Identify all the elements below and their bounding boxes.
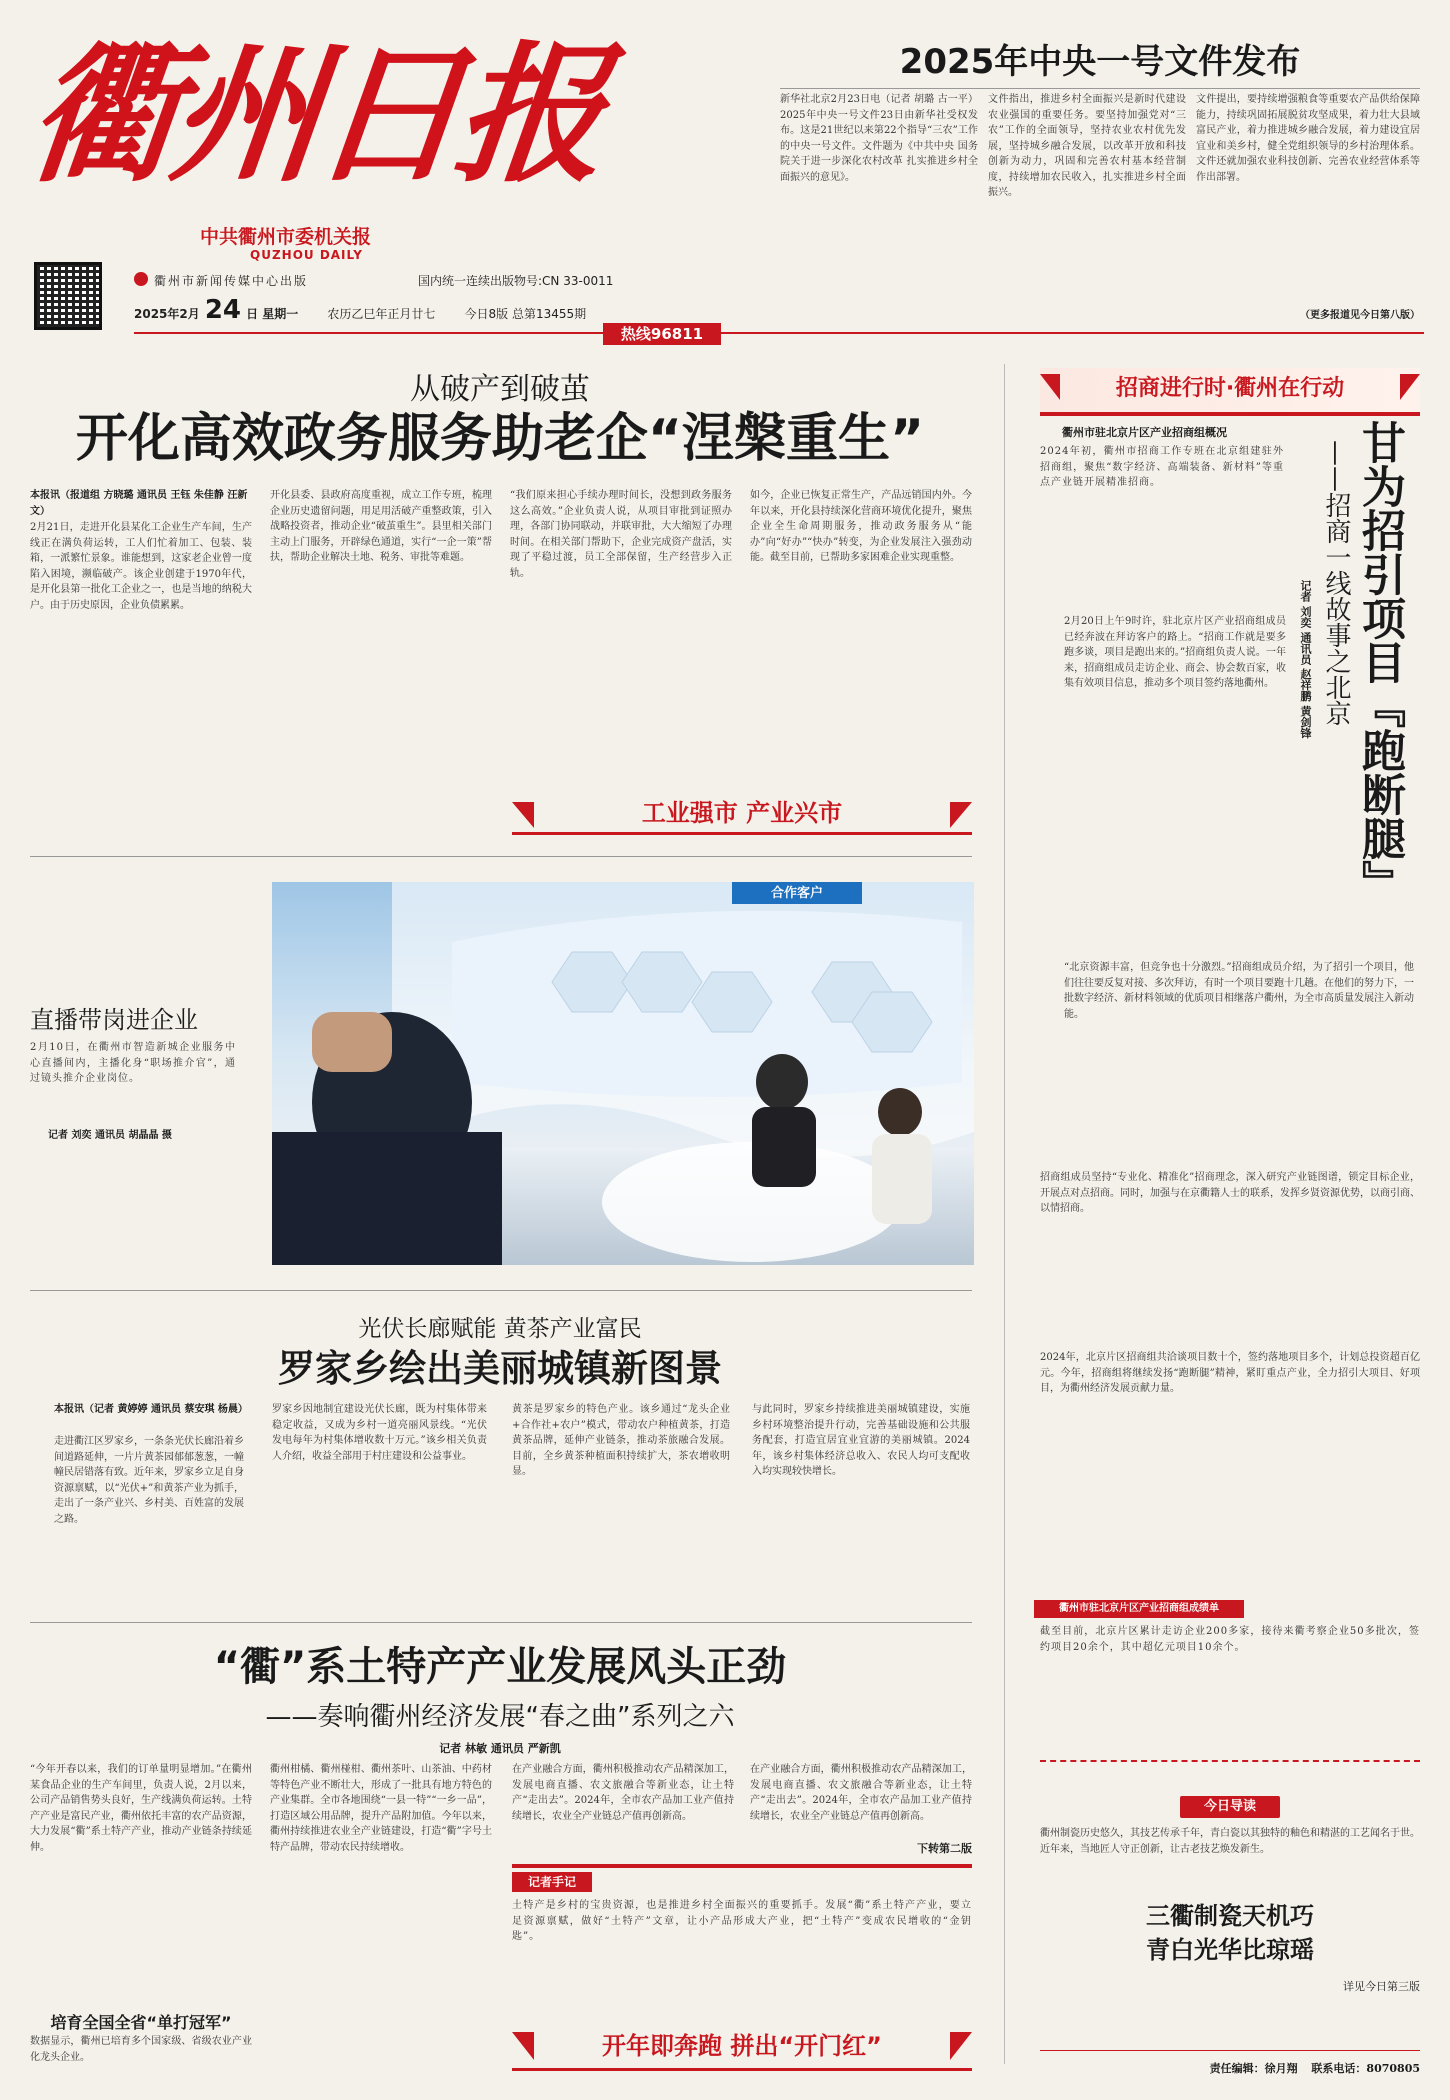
lead-story-byline: 本报讯（报道组 方晓璐 通讯员 王钰 朱佳静 汪新文） — [30, 490, 248, 517]
lunar-date: 农历乙巳年正月廿七 — [327, 307, 436, 321]
publisher-logo-icon — [134, 272, 148, 286]
footer-rule — [1040, 2050, 1420, 2051]
booth-sign: 合作客户 — [770, 886, 823, 901]
right-body-2: “北京资源丰富，但竞争也十分激烈。”招商组成员介绍，为了招引一个项目，他们往往要反复对接、多次拜访，有时一个项目要跑十几趟。在他们的努力下，一批数字经济、新材料领域的优质项目相继落户衢州，为全市高质量发展注入新动能。 — [1064, 962, 1414, 1020]
preview-headline-1[interactable]: 三衢制瓷天机巧 — [1146, 1902, 1314, 1930]
section-rule-1 — [30, 856, 972, 857]
top-story-note: （更多报道见今日第八版） — [1300, 310, 1420, 321]
photo-story-title: 直播带岗进企业 — [30, 1006, 198, 1034]
footer-phone: 联系电话：8070805 — [1311, 2062, 1420, 2075]
lead-story-col-1: 2月21日，走进开化县某化工企业生产车间，生产线正在满负荷运转，工人们忙着加工、包装、装箱，一派繁忙景象。谁能想到，这家老企业曾一度陷入困境，濒临破产。该企业创建于1970年代，是开化县第一批化工企业之一，也是当地的纳税大户。由于历史原因，企业负债累累。 — [30, 522, 252, 611]
photo-scene — [272, 882, 974, 1265]
right-banner-text: 招商进行时·衢州在行动 — [1115, 376, 1345, 401]
right-box-label: 衢州市驻北京片区产业招商组概况 — [1062, 426, 1227, 439]
masthead-organ: 中共衢州市委机关报 — [200, 226, 372, 248]
footer-credits — [1180, 2060, 1420, 2076]
luojia-col-4: 与此同时，罗家乡持续推进美丽城镇建设，实施乡村环境整治提升行动，完善基础设施和公共服务配套，打造宜居宜业宜游的美丽城镇。2024年，该乡村集体经济总收入、农民人均可支配收入均实现较快增长。 — [752, 1404, 970, 1477]
continued-note: 下转第二版 — [917, 1842, 972, 1855]
hotline-badge: 热线96811 — [603, 323, 721, 345]
masthead-rule — [134, 332, 1424, 334]
right-box2-label: 衢州市驻北京片区产业招商组成绩单 — [1034, 1600, 1244, 1618]
date-line — [134, 295, 694, 325]
banner-left-corner — [512, 802, 534, 828]
right-box-intro: 2024年初，衢州市招商工作专班在北京组建驻外招商组，聚焦“数字经济、高端装备、新材料”等重点产业链开展精准招商。 — [1040, 446, 1284, 488]
bottom-banner-left-corner — [512, 2032, 534, 2060]
top-story-headline[interactable]: 2025年中央一号文件发布 — [899, 42, 1301, 82]
preview-label: 今日导读 — [1180, 1796, 1280, 1818]
cn-number: 国内统一连续出版物号:CN 33-0011 — [418, 274, 614, 288]
right-headline[interactable]: 甘为招引项目『跑断腿』 — [1354, 420, 1405, 904]
top-story-col-2: 文件指出，推进乡村全面振兴是新时代建设农业强国的重要任务。要坚持加强党对“三农”工作的全面领导，坚持农业农村优先发展，坚持城乡融合发展，以改革开放和科技创新为动力，巩固和完善农村基本经营制度，持续增加农民收入，扎实推进乡村全面振兴。 — [988, 94, 1186, 198]
right-box2-text: 截至目前，北京片区累计走访企业200多家，接待来衢考察企业50多批次，签约项目20余个，其中超亿元项目10余个。 — [1040, 1626, 1420, 1653]
masthead-logo: 衢州日报 — [20, 27, 608, 203]
luojia-headline[interactable]: 罗家乡绘出美丽城镇新图景 — [278, 1347, 722, 1390]
preview-page-ref: 详见今日第三版 — [1343, 1980, 1420, 1993]
qr-code-icon[interactable] — [34, 262, 102, 330]
banner-right-corner — [950, 802, 972, 828]
right-body-4: 2024年，北京片区招商组共洽谈项目数十个，签约落地项目多个，计划总投资超百亿元。今年，招商组将继续发扬“跑断腿”精神，紧盯重点产业，全力招引大项目、好项目，为衢州经济发展贡献力量。 — [1040, 1352, 1420, 1394]
right-body-1: 2月20日上午9时许，驻北京片区产业招商组成员已经奔波在拜访客户的路上。“招商工作就是要多跑多谈，项目是跑出来的。”招商组负责人说。一年来，招商组成员走访企业、商会、协会数百家，收集有效项目信息，推动多个项目签约落地衢州。 — [1064, 616, 1286, 689]
note-rule — [512, 1864, 972, 1868]
right-banner-left-corner — [1040, 374, 1060, 400]
qu-story-col-3: 在产业融合方面，衢州积极推动农产品精深加工，发展电商直播、农文旅融合等新业态，让土特产“走出去”。2024年，全市农产品加工业产值持续增长，农业全产业链总产值再创新高。 — [512, 1764, 734, 1822]
date-day: 24 — [204, 295, 242, 325]
qu-story-subhead: ——奏响衢州经济发展“春之曲”系列之六 — [265, 1702, 735, 1732]
preview-headline-2[interactable]: 青白光华比琼瑶 — [1146, 1936, 1314, 1964]
qu-story-byline: 记者 林敏 通讯员 严新凯 — [439, 1742, 561, 1755]
date-prefix: 2025年2月 — [134, 307, 200, 321]
masthead-english: QUZHOU DAILY — [250, 248, 363, 262]
bottom-banner — [512, 2024, 972, 2071]
section-rule-3 — [30, 1622, 972, 1623]
live-stream-photo — [272, 882, 974, 1265]
preview-text: 衢州制瓷历史悠久，其技艺传承千年，青白瓷以其独特的釉色和精湛的工艺闻名于世。近年来，当地匠人守正创新，让古老技艺焕发新生。 — [1040, 1828, 1420, 1855]
issue-info: 今日8版 总第13455期 — [464, 307, 587, 321]
date-suffix: 日 星期一 — [246, 307, 299, 321]
right-byline: 记者 刘奕 通讯员 赵祥鹏 黄剑锋 — [1299, 580, 1312, 739]
luojia-col-2: 罗家乡因地制宜建设光伏长廊，既为村集体带来稳定收益，又成为乡村一道亮丽风景线。“光伏发电每年为村集体增收数十万元。”该乡相关负责人介绍，收益全部用于村庄建设和公益事业。 — [272, 1404, 487, 1462]
right-subhead: ——招商一线故事之北京 — [1321, 440, 1351, 726]
industry-banner — [512, 796, 972, 835]
publisher: 衢州市新闻传媒中心出版 — [154, 274, 309, 288]
top-story-col-3: 文件提出，要持续增强粮食等重要农产品供给保障能力，持续巩固拓展脱贫攻坚成果，着力壮大县域富民产业，着力推进城乡融合发展，着力建设宜居宜业和美乡村，健全党组织领导的乡村治理体系。文件还就加强农业科技创新、完善农业经营体系等作出部署。 — [1196, 94, 1420, 183]
industry-banner-text: 工业强市 产业兴市 — [641, 799, 843, 827]
preview-rule — [1040, 1760, 1420, 1763]
lead-story-kicker: 从破产到破茧 — [410, 372, 590, 407]
qu-story-col-1: “今年开春以来，我们的订单量明显增加。”在衢州某食品企业的生产车间里，负责人说，2月以来，公司产品销售势头良好，生产线满负荷运转。土特产产业是富民产业，衢州依托丰富的农产品资源，大力发展“衢”系土特产产业，推动产业链条持续延伸。 — [30, 1764, 252, 1853]
qu-story-col-2: 衢州柑橘、衢州椪柑、衢州茶叶、山茶油、中药材等特色产业不断壮大，形成了一批具有地方特色的产业集群。全市各地围绕“一县一特”“一乡一品”，打造区域公用品牌，提升产品附加值。今年以来，衢州持续推进农业全产业链建设，打造“衢”字号土特产品牌，带动农民持续增收。 — [270, 1764, 492, 1853]
top-story-rule — [780, 88, 1420, 89]
luojia-col-3: 黄茶是罗家乡的特色产业。该乡通过“龙头企业+合作社+农户”模式，带动农户种植黄茶，打造黄茶品牌，延伸产业链条，推动茶旅融合发展。目前，全乡黄茶种植面积持续扩大，茶农增收明显。 — [512, 1404, 730, 1477]
note-text: 土特产是乡村的宝贵资源，也是推进乡村全面振兴的重要抓手。发展“衢”系土特产产业，要立足资源禀赋，做好“土特产”文章，让小产品形成大产业，把“土特产”变成农民增收的“金钥匙”。 — [512, 1900, 972, 1942]
qu-story-col-4 — [750, 1762, 972, 1858]
bottom-banner-right-corner — [950, 2032, 972, 2060]
qu-story-col-4-text: 在产业融合方面，衢州积极推动农产品精深加工，发展电商直播、农文旅融合等新业态，让土特产“走出去”。2024年，全市农产品加工业产值持续增长，农业全产业链总产值再创新高。 — [750, 1764, 972, 1822]
photo-story-caption: 2月10日，在衢州市智造新城企业服务中心直播间内，主播化身“职场推介官”，通过镜头推介企业岗位。 — [30, 1042, 236, 1084]
footer-editor: 责任编辑：徐月翔 — [1209, 2062, 1298, 2075]
luojia-byline: 本报讯（记者 黄婷婷 通讯员 蔡安琪 杨晨） — [54, 1404, 248, 1415]
lead-story-col-3: “我们原来担心手续办理时间长，没想到政务服务这么高效。”企业负责人说，从项目审批到证照办理，各部门协同联动，并联审批，大大缩短了办理时间。在相关部门帮助下，企业完成资产盘活，实现了平稳过渡，员工全部保留，生产经营步入正轨。 — [510, 490, 732, 579]
right-section-banner — [1040, 368, 1420, 416]
qu-story-headline[interactable]: “衢”系土特产产业发展风头正劲 — [213, 1644, 787, 1690]
photo-story-credit: 记者 刘奕 通讯员 胡晶晶 摄 — [48, 1130, 172, 1141]
reporter-note — [512, 1864, 972, 2008]
column-divider — [1004, 364, 1005, 2064]
note-label: 记者手记 — [512, 1872, 592, 1892]
section-rule-2 — [30, 1290, 972, 1291]
bottom-banner-text: 开年即奔跑 拼出“开门红” — [602, 2032, 882, 2060]
lead-story-headline[interactable]: 开化高效政务服务助老企“涅槃重生” — [75, 409, 925, 469]
right-body-3: 招商组成员坚持“专业化、精准化”招商理念，深入研究产业链图谱，锁定目标企业，开展点对点招商。同时，加强与在京衢籍人士的联系，发挥乡贤资源优势，以商引商、以情招商。 — [1040, 1172, 1420, 1214]
qu-story-col-1b: 数据显示，衢州已培育多个国家级、省级农业产业化龙头企业。 — [30, 2036, 252, 2063]
top-story-col-1: 新华社北京2月23日电（记者 胡璐 古一平）2025年中央一号文件23日由新华社受权发布。这是21世纪以来第22个指导“三农”工作的中央一号文件。文件题为《中共中央 国务院关于进一步深化农村改革 扎实推进乡村全面振兴的意见》。 — [780, 94, 978, 183]
lead-story-col-4: 如今，企业已恢复正常生产，产品远销国内外。今年以来，开化县持续深化营商环境优化提升，聚焦企业全生命周期服务，推动政务服务从“能办”向“好办”“快办”转变，为企业发展注入强劲动能。截至目前，已帮助多家困难企业实现重整。 — [750, 490, 972, 563]
qu-story-subhead-2: 培育全国全省“单打冠军” — [50, 2013, 232, 2032]
lead-story-col-2: 开化县委、县政府高度重视，成立工作专班，梳理企业历史遗留问题，用足用活破产重整政策，引入战略投资者，推动企业“破茧重生”。县里相关部门主动上门服务，开辟绿色通道，实行“一企一策”帮扶，帮助企业解决土地、税务、审批等难题。 — [270, 490, 492, 563]
luojia-kicker: 光伏长廊赋能 黄茶产业富民 — [358, 1316, 642, 1342]
luojia-col-1: 走进衢江区罗家乡，一条条光伏长廊沿着乡间道路延伸，一片片黄茶园郁郁葱葱，一幢幢民居错落有致。近年来，罗家乡立足自身资源禀赋，以“光伏+”和黄茶产业为抓手，走出了一条产业兴、乡村美、百姓富的发展之路。 — [54, 1436, 244, 1525]
right-banner-right-corner — [1400, 374, 1420, 400]
